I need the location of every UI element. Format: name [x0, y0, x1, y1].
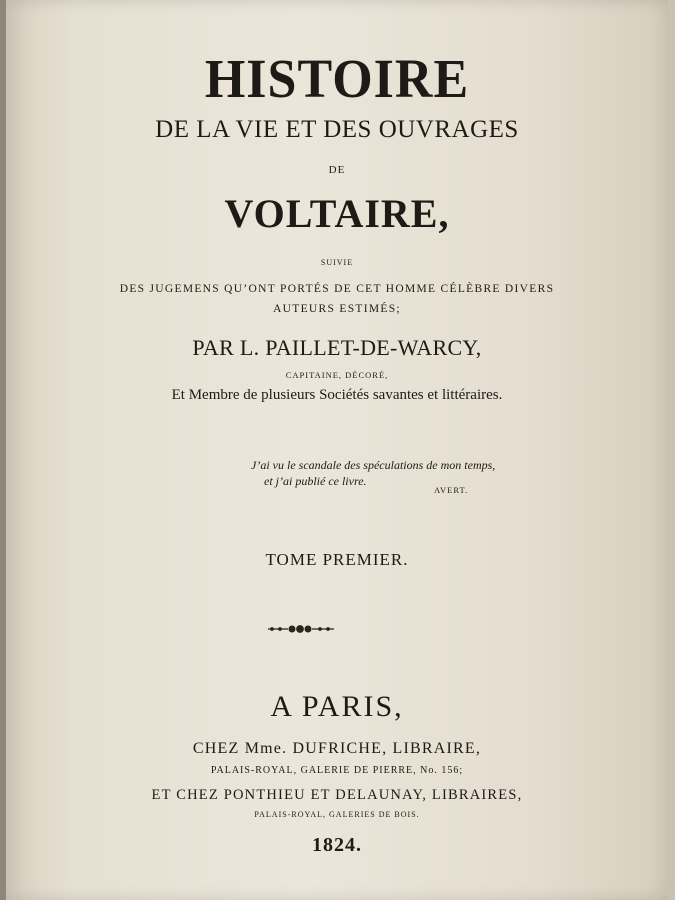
- epigraph-line-2: et j’ai publié ce livre.: [264, 474, 367, 488]
- volume-label: TOME PREMIER.: [265, 550, 409, 569]
- imprint-year: 1824.: [312, 834, 362, 856]
- epigraph-attribution: AVERT.: [434, 485, 469, 495]
- floral-rule-ornament-icon: [6, 622, 668, 636]
- author-rank: CAPITAINE, DÉCORÉ,: [285, 370, 389, 380]
- followed-by-label: SUIVIE: [320, 258, 354, 267]
- judgements-line-2: AUTEURS ESTIMÉS;: [273, 303, 401, 315]
- book-title: HISTOIRE: [204, 49, 470, 110]
- imprint-city: A PARIS,: [270, 690, 404, 723]
- imprint-publisher-1: CHEZ Mme. DUFRICHE, LIBRAIRE,: [192, 740, 482, 757]
- judgements-line-1: DES JUGEMENS QU’ONT PORTÉS DE CET HOMME CÉLÈBRE DIVERS: [119, 283, 555, 295]
- subject-name: VOLTAIRE,: [224, 191, 450, 236]
- author-membership: Et Membre de plusieurs Sociétés savantes et littéraires.: [171, 387, 503, 403]
- title-connector: DE: [328, 164, 346, 176]
- imprint-publisher-2: ET CHEZ PONTHIEU ET DELAUNAY, LIBRAIRES,: [151, 787, 523, 803]
- epigraph-line-1: J’ai vu le scandale des spéculations de mon temps,: [251, 458, 496, 472]
- author-line: PAR L. PAILLET-DE-WARCY,: [192, 335, 482, 360]
- title-page: [6, 0, 670, 900]
- book-subtitle: DE LA VIE ET DES OUVRAGES: [155, 116, 519, 143]
- imprint-address-1: PALAIS-ROYAL, GALERIE DE PIERRE, No. 156;: [210, 765, 464, 776]
- imprint-address-2: PALAIS-ROYAL, GALERIES DE BOIS.: [254, 810, 420, 819]
- page-edge: [668, 0, 675, 900]
